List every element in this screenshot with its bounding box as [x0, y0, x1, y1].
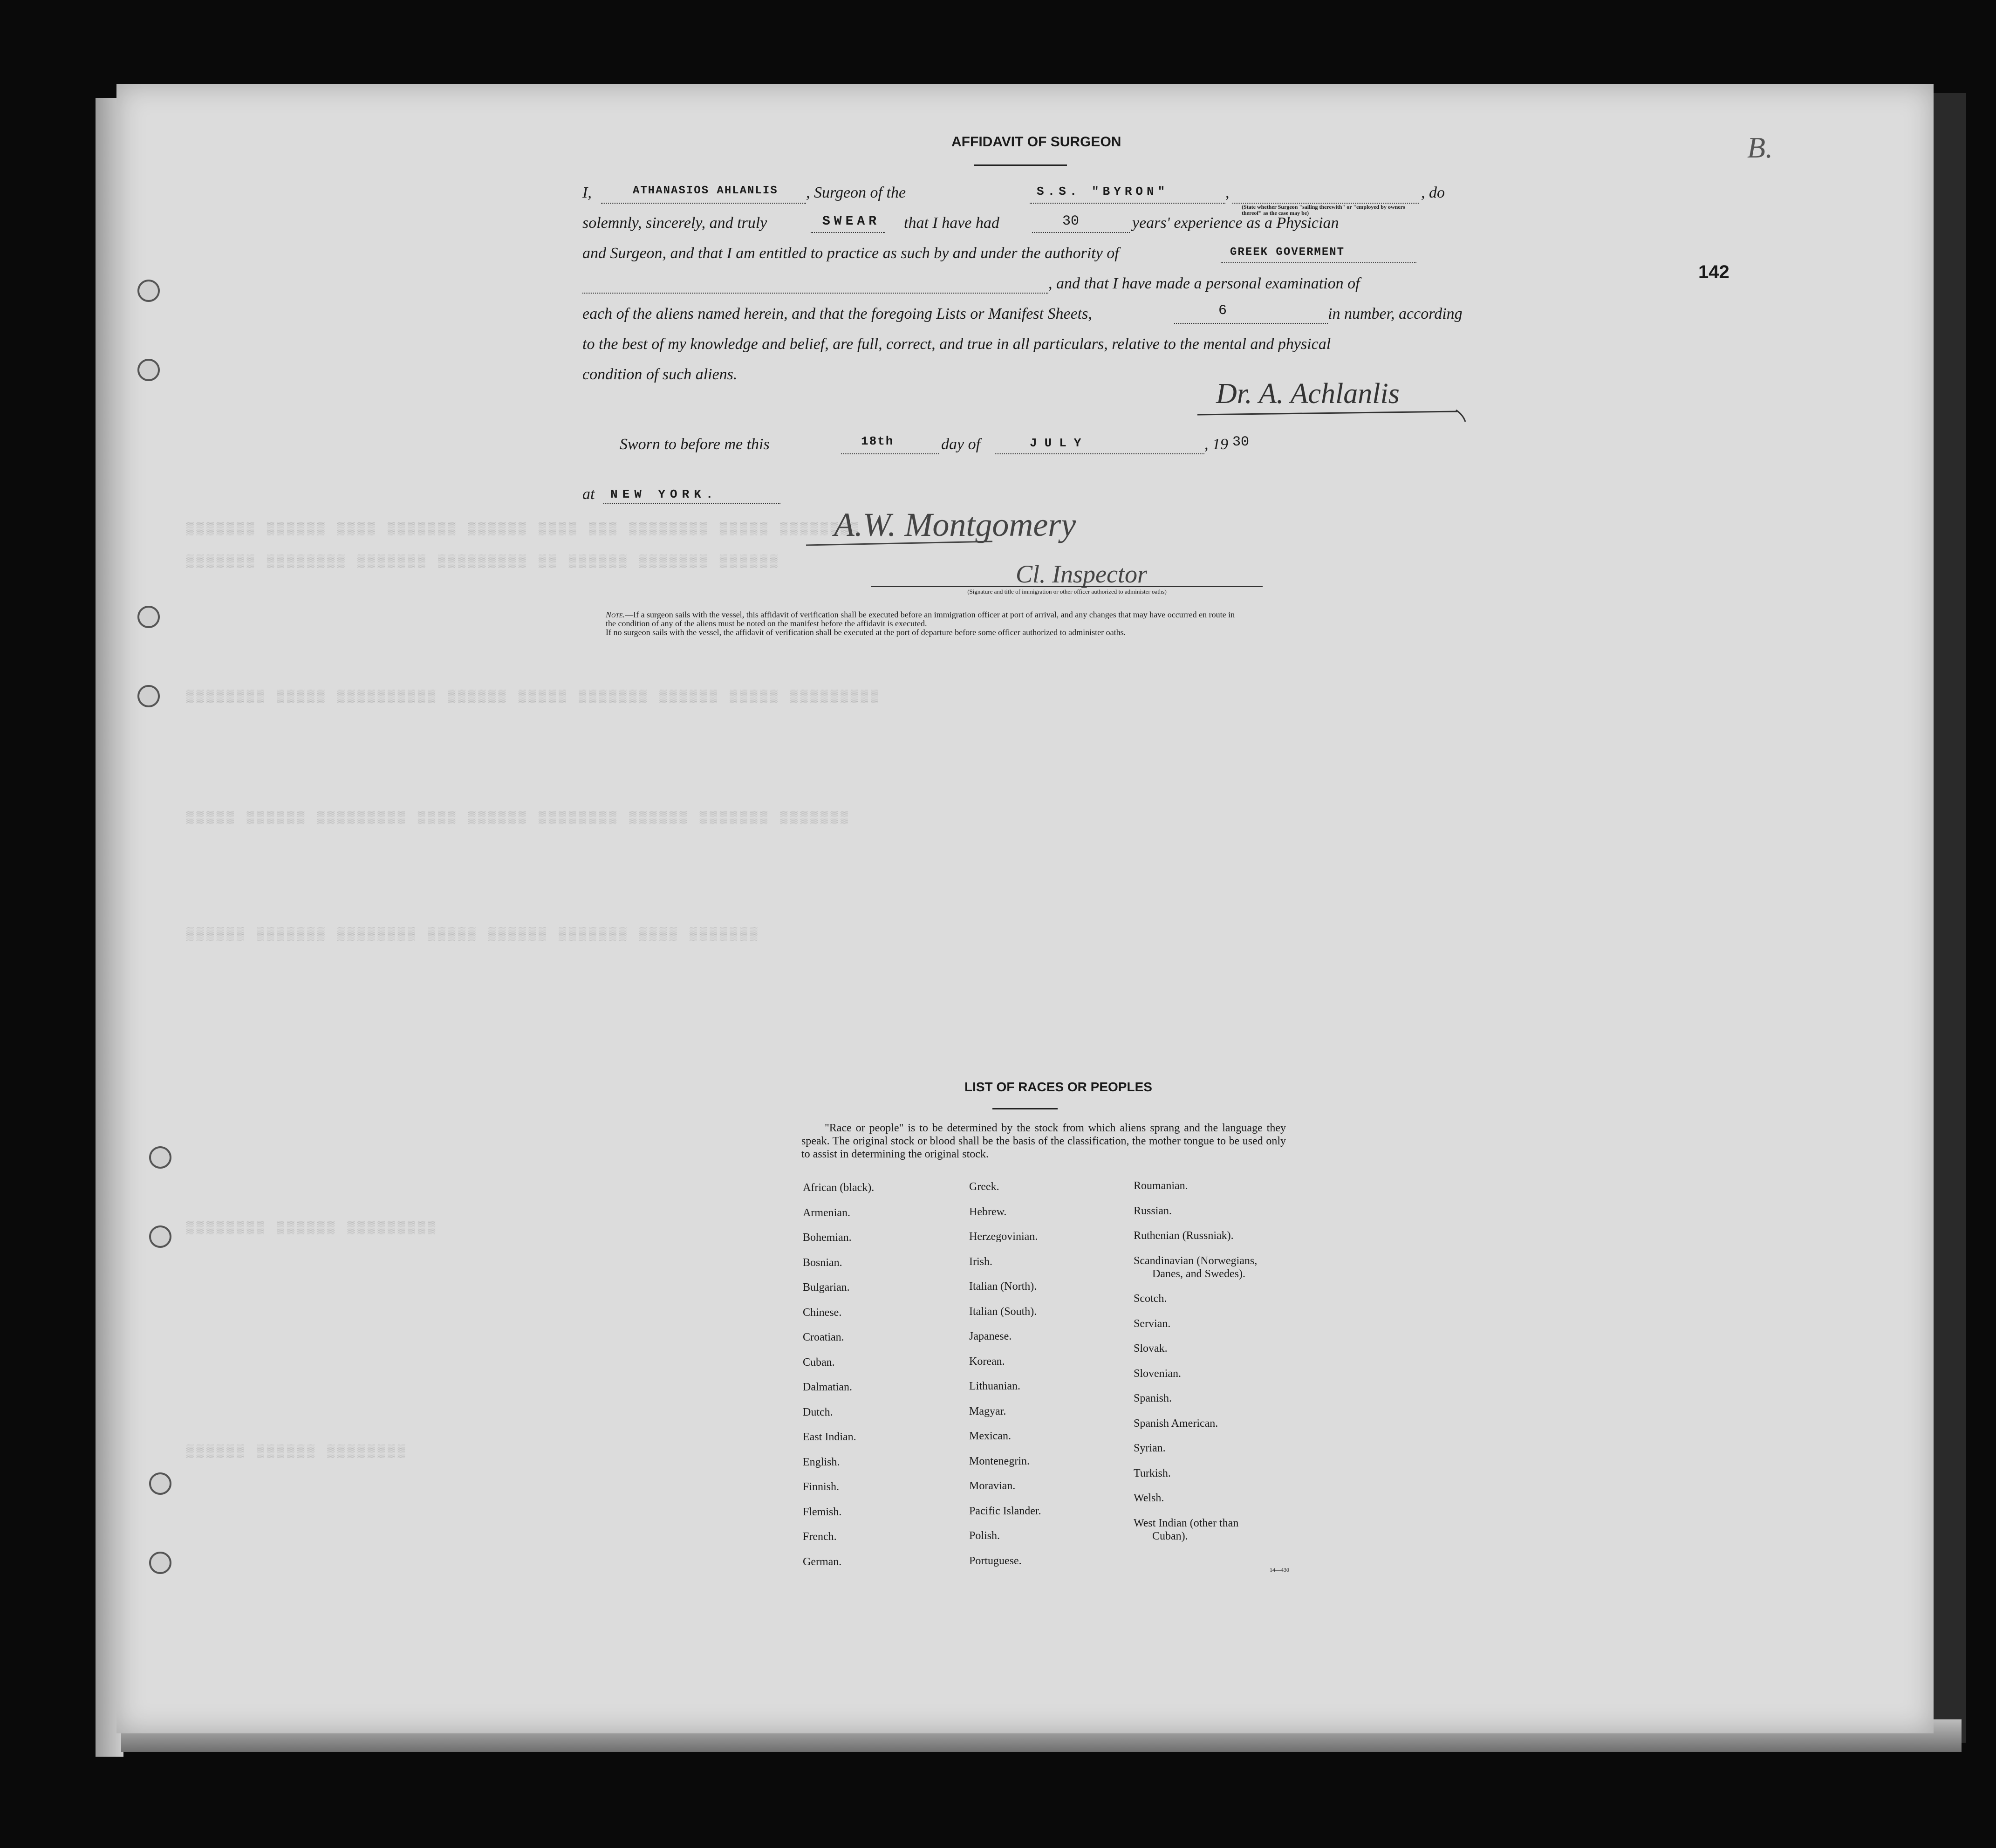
race-item: Scandinavian (Norwegians, [1134, 1254, 1258, 1267]
vessel-note: (State whether Surgeon "sailing therewith" or "employed by owners thereof" as the case may be) [1242, 204, 1405, 216]
binder-hole [137, 280, 160, 302]
svg-text:A.W. Montgomery: A.W. Montgomery [834, 506, 1076, 543]
race-item: Magyar. [969, 1405, 1006, 1417]
line2-prefix: solemnly, sincerely, and truly [582, 214, 767, 232]
line2-end: years' experience as a Physician [1132, 214, 1339, 232]
line7: condition of such aliens. [582, 366, 738, 383]
races-column-3 [1134, 1180, 1257, 1555]
race-item: Irish. [969, 1255, 992, 1268]
bleed-through-row: ▒▒▒▒▒▒▒▒ ▒▒▒▒▒ ▒▒▒▒▒▒▒▒▒▒ ▒▒▒▒▒▒ ▒▒▒▒▒ ▒▒▒▒▒▒▒ ▒▒▒▒▒▒ ▒▒▒▒▒ ▒▒▒▒▒▒▒▒▒ [186, 690, 881, 704]
binder-hole [149, 1552, 171, 1574]
races-title: LIST OF RACES OR PEOPLES [964, 1080, 1152, 1094]
races-title-rule [992, 1108, 1058, 1109]
race-item: French. [803, 1531, 837, 1543]
race-item: Spanish. [1134, 1392, 1172, 1404]
race-item: Russian. [1134, 1205, 1172, 1217]
years-underline [1032, 232, 1130, 233]
race-item: Spanish American. [1134, 1417, 1218, 1430]
vessel-name: S.S. "BYRON" [1037, 185, 1169, 198]
race-item: Turkish. [1134, 1467, 1171, 1479]
bleed-through-row: ▒▒▒▒▒ ▒▒▒▒▒▒ ▒▒▒▒▒▒▒▒▒ ▒▒▒▒ ▒▒▒▒▒▒ ▒▒▒▒▒▒▒▒ ▒▒▒▒▒▒ ▒▒▒▒▒▒▒ ▒▒▒▒▒▒▒ [186, 811, 851, 825]
sheets-value: 6 [1218, 303, 1227, 319]
race-item: Bulgarian. [803, 1281, 850, 1294]
sworn-year-prefix: , 19 [1204, 436, 1228, 453]
race-item: Chinese. [803, 1306, 842, 1319]
race-item: Korean. [969, 1355, 1005, 1368]
at-prefix: at [582, 486, 595, 503]
line1-prefix: I, [582, 184, 592, 201]
binder-hole [149, 1472, 171, 1495]
oath: SWEAR [822, 214, 881, 229]
surgeon-name-underline [601, 203, 806, 204]
officer-signature [797, 494, 1337, 596]
bleed-through-row: ▒▒▒▒▒▒▒▒ ▒▒▒▒▒▒ ▒▒▒▒▒▒▒▒▒ [186, 1221, 438, 1235]
bleed-through-row: ▒▒▒▒▒▒▒ ▒▒▒▒▒▒▒▒ ▒▒▒▒▒▒▒ ▒▒▒▒▒▒▒▒▒ ▒▒ ▒▒▒▒▒▒ ▒▒▒▒▒▒▒ ▒▒▒▒▒▒ [186, 554, 780, 568]
line1-mid: , Surgeon of the [806, 184, 906, 201]
race-item: Servian. [1134, 1317, 1171, 1330]
race-item: East Indian. [803, 1431, 856, 1443]
races-column-1 [803, 1182, 874, 1581]
sworn-day: 18th [861, 434, 894, 448]
officer-signature-line [871, 586, 1263, 587]
bleed-through-row: ▒▒▒▒▒▒ ▒▒▒▒▒▒ ▒▒▒▒▒▒▒▒ [186, 1444, 408, 1458]
race-item: Slovak. [1134, 1342, 1168, 1355]
race-item: English. [803, 1456, 840, 1468]
race-item: Welsh. [1134, 1492, 1164, 1504]
note-line3: If no surgeon sails with the vessel, the affidavit of verification shall be executed at the port of departure before some officer authorized to administer oaths. [606, 628, 1126, 637]
race-item: Syrian. [1134, 1442, 1166, 1454]
form-code: 14—430 [1270, 1567, 1289, 1573]
race-item: Slovenian. [1134, 1367, 1181, 1380]
race-item: Cuban. [803, 1356, 835, 1369]
line4: , and that I have made a personal examination of [1048, 275, 1360, 292]
race-item: German. [803, 1555, 842, 1568]
race-item: Bosnian. [803, 1256, 842, 1269]
sworn-day-of: day of [941, 436, 981, 453]
sworn-month: JULY [1030, 436, 1089, 450]
line5-end: in number, according [1328, 305, 1463, 322]
corner-mark: B. [1747, 131, 1773, 164]
race-item: Danes, and Swedes). [1152, 1267, 1245, 1280]
svg-text:Cl. Inspector: Cl. Inspector [1016, 560, 1147, 588]
surgeon-signature [1197, 370, 1472, 422]
surgeon-name: ATHANASIOS AHLANLIS [633, 185, 778, 197]
at-place-underline [603, 503, 780, 504]
race-item: Finnish. [803, 1481, 840, 1493]
authority-underline [1221, 262, 1416, 263]
race-item: Cuban). [1152, 1530, 1188, 1542]
note-label: Note. [606, 610, 625, 619]
race-item: Ruthenian (Russniak). [1134, 1230, 1234, 1242]
officer-caption: (Signature and title of immigration or other officer authorized to administer oaths) [967, 588, 1167, 595]
race-item: Dutch. [803, 1406, 833, 1418]
race-item: Bohemian. [803, 1232, 852, 1244]
race-item: Italian (South). [969, 1305, 1037, 1318]
race-item: Moravian. [969, 1480, 1016, 1492]
race-item: Italian (North). [969, 1280, 1037, 1293]
note-line2: the condition of any of the aliens must be noted on the manifest before the affidavit is executed. [606, 619, 927, 628]
race-item: Japanese. [969, 1330, 1012, 1342]
affidavit-title: AFFIDAVIT OF SURGEON [951, 134, 1121, 150]
race-item: Montenegrin. [969, 1455, 1030, 1467]
sworn-year: 30 [1232, 434, 1250, 450]
race-item: Dalmatian. [803, 1381, 852, 1393]
race-item: Polish. [969, 1530, 1000, 1542]
race-item: Croatian. [803, 1331, 844, 1343]
binder-hole [149, 1146, 171, 1169]
oath-underline [811, 232, 885, 233]
binder-hole [149, 1225, 171, 1248]
affidavit-note [606, 610, 1603, 637]
years-value: 30 [1062, 213, 1080, 229]
race-item: Greek. [969, 1181, 999, 1193]
sheets-underline [1174, 323, 1328, 324]
race-item: African (black). [803, 1182, 875, 1194]
race-item: Pacific Islander. [969, 1505, 1041, 1517]
sworn-prefix: Sworn to before me this [620, 436, 770, 453]
note-line1: —If a surgeon sails with the vessel, this affidavit of verification shall be executed before an immigration officer at port of arrival, and any changes that may have occurred en route in [625, 610, 1235, 619]
race-item: Armenian. [803, 1206, 850, 1219]
line3-prefix: and Surgeon, and that I am entitled to practice as such by and under the authority of [582, 245, 1119, 262]
race-item: Mexican. [969, 1430, 1011, 1442]
bleed-through-row: ▒▒▒▒▒▒ ▒▒▒▒▒▒▒ ▒▒▒▒▒▒▒▒ ▒▒▒▒▒ ▒▒▒▒▒▒ ▒▒▒▒▒▒▒ ▒▒▒▒ ▒▒▒▒▒▒▒ [186, 927, 760, 941]
title-rule [974, 164, 1067, 166]
binder-hole [137, 685, 160, 707]
svg-text:Dr. A. Achlanlis: Dr. A. Achlanlis [1216, 378, 1400, 410]
races-intro: "Race or people" is to be determined by the stock from which aliens sprang and the language they speak. The original stock or blood shall be the basis of the classification, the mother tongue to be used only to assist in determining the original stock. [801, 1122, 1286, 1160]
authority: GREEK GOVERMENT [1230, 246, 1345, 259]
bleed-through-row: ▒▒▒▒▒▒▒ ▒▒▒▒▒▒ ▒▒▒▒ ▒▒▒▒▒▒▒ ▒▒▒▒▒▒ ▒▒▒▒ ▒▒▒ ▒▒▒▒▒▒▒▒ ▒▒▒▒▒ ▒▒▒▒▒▒▒▒ [186, 522, 861, 536]
sworn-month-underline [995, 453, 1204, 454]
page-number: 142 [1698, 262, 1729, 282]
race-item: West Indian (other than [1134, 1517, 1239, 1529]
race-item: Scotch. [1134, 1293, 1167, 1305]
line1-do: , do [1421, 184, 1445, 201]
races-column-2 [969, 1181, 1041, 1580]
line5-prefix: each of the aliens named herein, and that the foregoing Lists or Manifest Sheets, [582, 305, 1092, 322]
race-item: Lithuanian. [969, 1380, 1020, 1392]
binder-hole [137, 606, 160, 628]
line2-mid: that I have had [904, 214, 999, 232]
race-item: Herzegovinian. [969, 1231, 1038, 1243]
sworn-day-underline [841, 453, 939, 454]
manifest-page [116, 84, 1934, 1733]
line1-comma: , [1225, 184, 1230, 201]
binder-hole [137, 359, 160, 381]
line6: to the best of my knowledge and belief, are full, correct, and true in all particulars, relative to the mental and physical [582, 335, 1331, 353]
race-item: Hebrew. [969, 1205, 1007, 1218]
at-place: NEW YORK. [610, 487, 718, 501]
authority-continuation-underline [582, 293, 1048, 294]
race-item: Flemish. [803, 1506, 842, 1518]
race-item: Portuguese. [969, 1554, 1022, 1567]
race-item: Roumanian. [1134, 1180, 1188, 1192]
vessel-underline [1030, 203, 1225, 204]
